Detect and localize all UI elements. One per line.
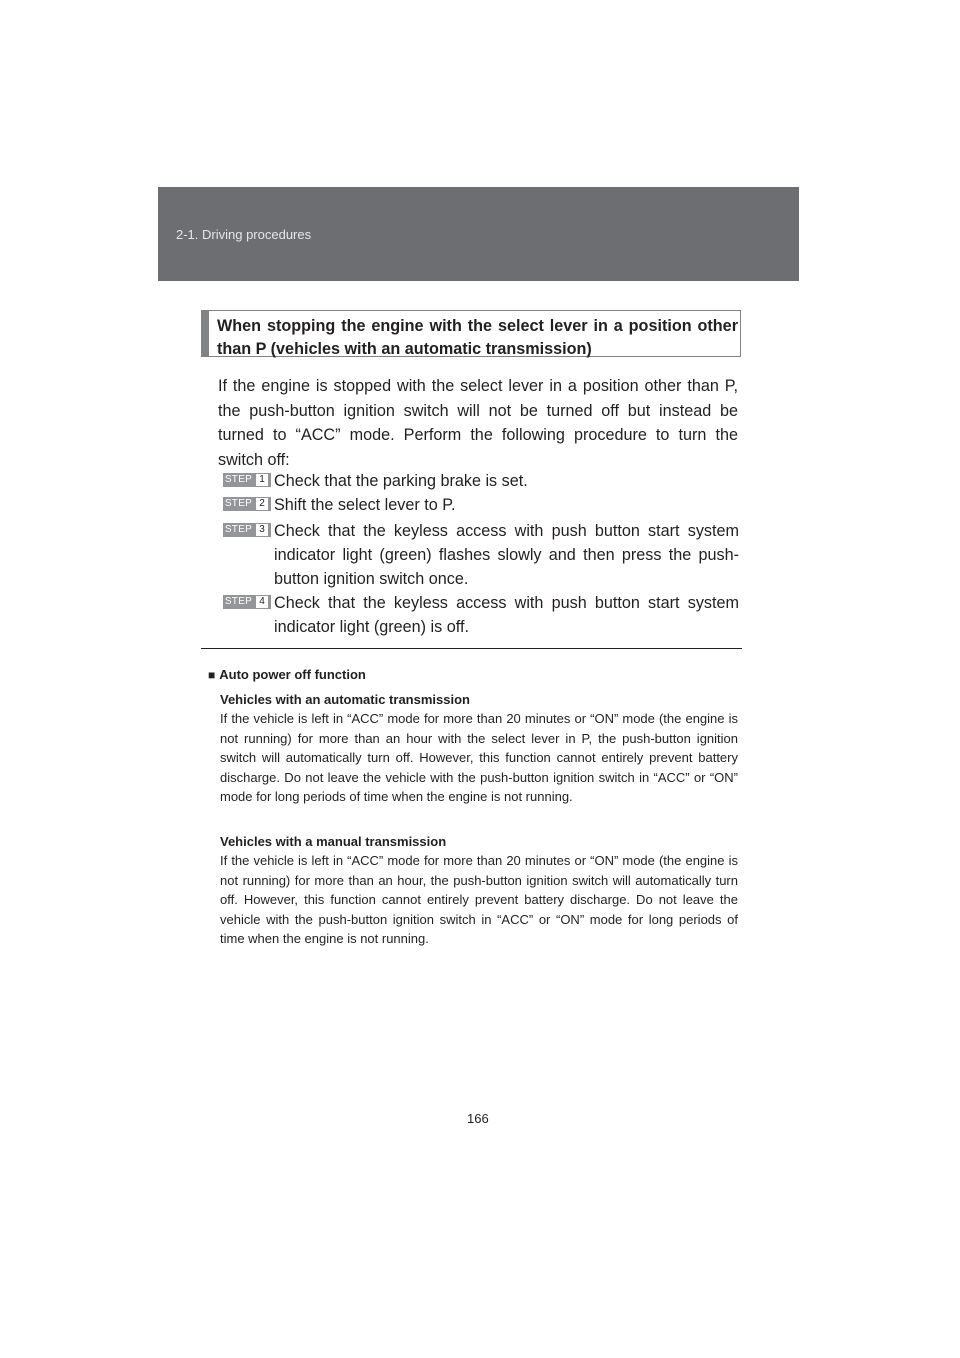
step-badge: STEP 2 [223,497,271,511]
manual-transmission-heading: Vehicles with a manual transmission [220,834,447,849]
page-number: 166 [467,1111,489,1126]
square-bullet-icon: ■ [208,668,216,682]
step-text: Check that the parking brake is set. [274,472,528,490]
auto-transmission-heading: Vehicles with an automatic transmission [220,692,470,707]
step-text: Check that the keyless access with push button start system indicator light (green) flashes slowly and then press the push-button ignition switch once. [274,522,739,588]
subsection-title: When stopping the engine with the select lever in a position other than P (vehicles with an automatic transmission) [217,317,738,358]
section-header-band [158,187,799,281]
intro-paragraph: If the engine is stopped with the select lever in a position other than P, the push-button ignition switch will not be turned off but instead be turned to “ACC” mode. Perform the following procedure to turn the switch off: [218,377,738,469]
step-text: Shift the select lever to P. [274,496,456,514]
step-2 [223,493,739,517]
note-title [208,667,366,682]
step-3 [223,519,739,591]
step-1 [223,469,739,493]
section-divider [201,648,742,649]
step-badge: STEP 4 [223,595,271,609]
step-badge: STEP 1 [223,473,271,487]
note-title-text: Auto power off function [219,667,366,682]
step-4 [223,591,739,639]
step-badge: STEP 3 [223,523,271,537]
step-text: Check that the keyless access with push button start system indicator light (green) is off. [274,594,739,636]
subsection-title-box [201,310,741,357]
manual-transmission-text: If the vehicle is left in “ACC” mode for more than 20 minutes or “ON” mode (the engine is not running) for more than an hour, the push-button ignition switch will automatically turn off. However, this function cannot entirely prevent battery discharge. Do not leave the vehicle with the push-button ignition switch in “ACC” or “ON” mode for long periods of time when the engine is not running. [220,853,738,947]
auto-transmission-text: If the vehicle is left in “ACC” mode for more than 20 minutes or “ON” mode (the engine is not running) for more than an hour with the select lever in P, the push-button ignition switch will automatically turn off. However, this function cannot entirely prevent battery discharge. Do not leave the vehicle with the push-button ignition switch in “ACC” or “ON” mode for long periods of time when the engine is not running. [220,711,738,805]
section-title: 2-1. Driving procedures [176,227,312,242]
